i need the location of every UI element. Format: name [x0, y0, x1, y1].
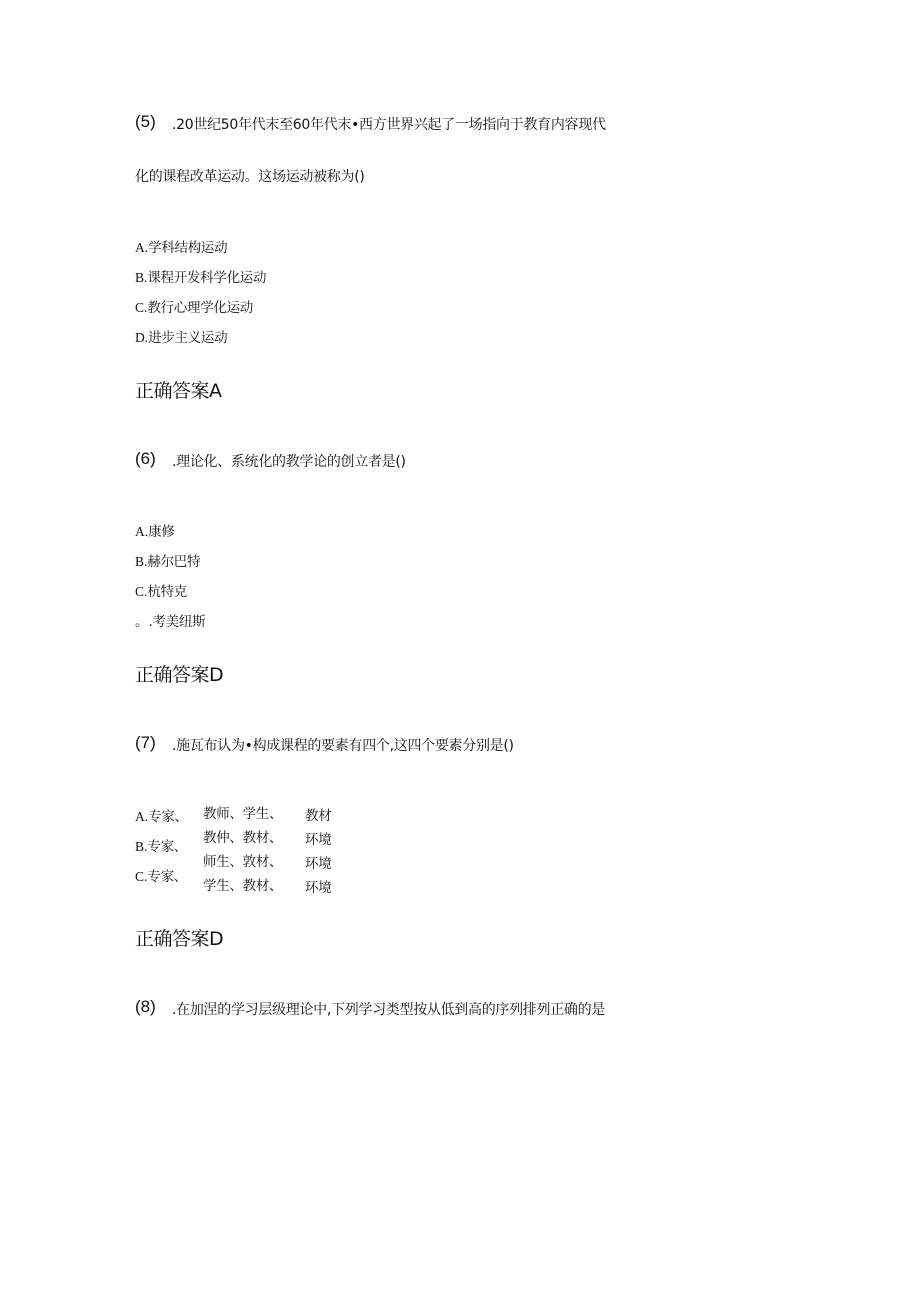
option-c	[135, 580, 187, 600]
option-letter: C.	[135, 300, 148, 315]
option-b	[135, 550, 200, 570]
correct-answer: 正确答案D	[135, 664, 224, 686]
option-text: 杭特克	[147, 584, 187, 600]
option-letter: A.	[135, 524, 149, 539]
option-grid-cell: 学生、教材、	[203, 878, 283, 894]
correct-answer: 正确答案D	[135, 928, 224, 950]
option-letter: D.	[135, 330, 149, 345]
option-letter: A.	[135, 240, 149, 255]
option-letter: B.	[135, 270, 148, 285]
correct-answer: 正确答案A	[135, 380, 222, 402]
option-text: 专家、	[148, 809, 188, 825]
option-b	[135, 266, 266, 286]
option-text: 专家、	[147, 839, 187, 855]
question-text-continued: 化的课程改革运动。这场运动被称为()	[135, 169, 365, 185]
question-number: (6)	[135, 449, 156, 468]
option-c	[135, 865, 187, 885]
option-d	[135, 326, 227, 346]
option-grid-cell: 教仲、教材、	[203, 830, 283, 846]
question-number: (5)	[135, 112, 156, 131]
option-a	[135, 805, 188, 825]
option-letter: B.	[135, 839, 148, 854]
question-number: (8)	[135, 997, 156, 1016]
option-grid-cell: 环境	[305, 832, 332, 848]
option-grid-cell: 环境	[305, 880, 332, 896]
option-letter: B.	[135, 554, 148, 569]
option-grid-cell: 教材	[305, 808, 332, 824]
question-text: .20世纪50年代末至60年代末•西方世界兴起了一场指向于教育内容现代	[172, 117, 606, 133]
option-text: 专家、	[147, 869, 187, 885]
option-text: .考美纽斯	[148, 614, 206, 630]
option-grid-cell: 环境	[305, 856, 332, 872]
option-grid-cell: 教师、学生、	[203, 806, 283, 822]
option-text: 赫尔巴特	[147, 554, 201, 570]
option-a	[135, 520, 175, 540]
option-letter: C.	[135, 869, 148, 884]
option-grid-cell: 师生、敦材、	[203, 854, 283, 870]
option-text: 学科结构运动	[148, 240, 228, 256]
question-text: .施瓦布认为•构成课程的要素有四个,这四个要素分别是()	[172, 738, 514, 754]
option-letter: A.	[135, 809, 149, 824]
option-letter: C.	[135, 584, 148, 599]
question-number: (7)	[135, 733, 156, 752]
question-text: .在加涅的学习层级理论中,下列学习类型按从低到高的序列排列正确的是	[172, 1002, 605, 1018]
option-text: 教行心理学化运动	[147, 300, 253, 316]
option-a	[135, 236, 227, 256]
option-text: 康修	[148, 524, 175, 540]
option-text: 进步主义运动	[148, 330, 228, 346]
option-d	[135, 610, 205, 630]
question-text: .理论化、系统化的教学论的创立者是()	[172, 454, 406, 470]
option-c	[135, 296, 253, 316]
option-text: 课程开发科学化运动	[147, 270, 267, 286]
option-letter: 。	[135, 614, 149, 629]
option-b	[135, 835, 187, 855]
